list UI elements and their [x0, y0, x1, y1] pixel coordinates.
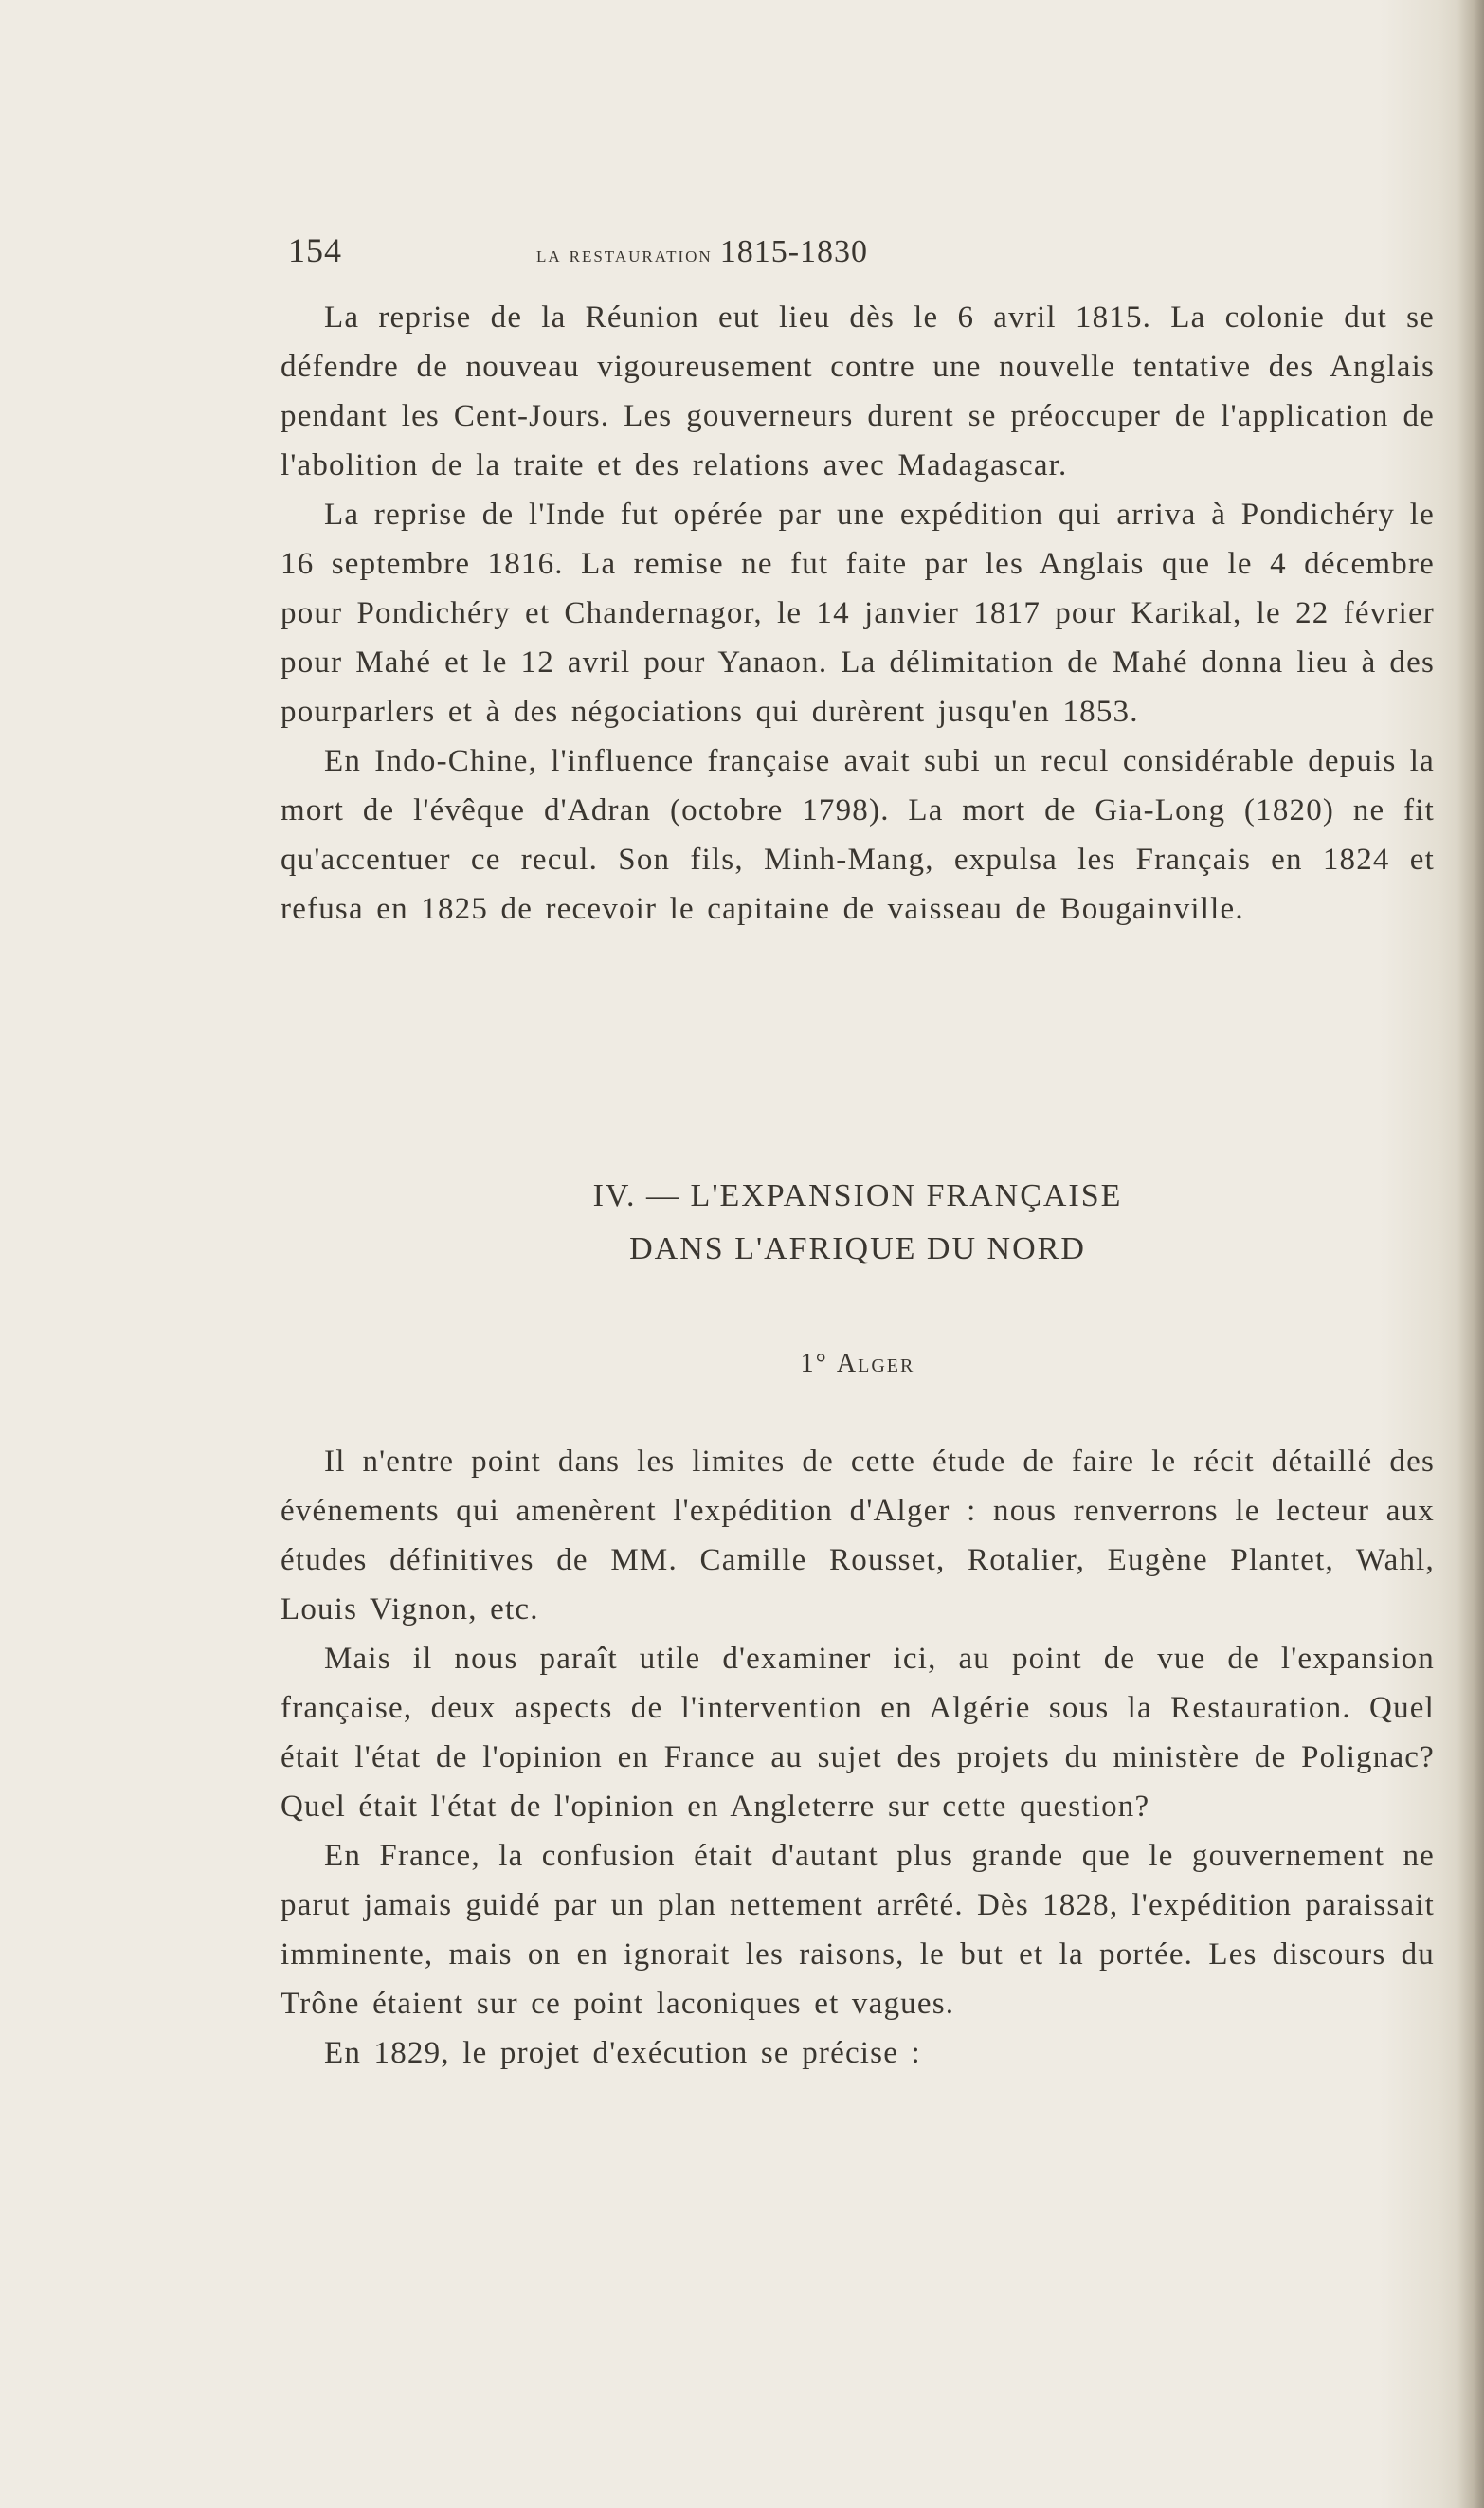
chapter-title — [281, 1170, 1435, 1276]
subsection-title: Alger — [836, 1349, 915, 1378]
section-alger — [281, 1437, 1435, 2078]
paragraph-aspects: Mais il nous paraît utile d'examiner ici, au point de vue de l'expansion française, deux aspects de l'intervention en Algérie sous la Restauration. Quel était l'état de l'opinion en France au sujet des projets du ministère de Polignac? Quel était l'état de l'opinion en Angleterre sur cette question? — [281, 1642, 1435, 1824]
running-title-text: la restauration — [535, 243, 713, 267]
chapter-title-line-1: IV. — L'EXPANSION FRANÇAISE — [592, 1178, 1123, 1213]
paragraph-alger-intro: Il n'entre point dans les limites de cette étude de faire le récit détaillé des événements qui amenèrent l'expédition d'Alger : nous renverrons le lecteur aux études définitives de MM. Camille Rousset, Rotalier, Eugène Plantet, Wahl, Louis Vignon, etc. — [281, 1445, 1435, 1627]
running-title — [288, 234, 1116, 270]
page-number: 154 — [288, 231, 342, 269]
section-colonies — [281, 293, 1435, 934]
subsection-heading — [281, 1349, 1435, 1379]
page-header — [288, 230, 1116, 278]
subsection-number: 1° — [800, 1349, 828, 1378]
chapter-title-line-2: DANS L'AFRIQUE DU NORD — [629, 1231, 1086, 1266]
paragraph-inde: La reprise de l'Inde fut opérée par une expédition qui arriva à Pondichéry le 16 septembre 1816. La remise ne fut faite par les Anglais que le 4 décembre pour Pondichéry et Chandernagor, le 14 janvier 1817 pour Karikal, le 22 février pour Mahé et le 12 avril pour Yanaon. La délimitation de Mahé donna lieu à des pourparlers et à des négociations qui durèrent jusqu'en 1853. — [281, 498, 1435, 729]
running-title-years: 1815-1830 — [719, 234, 869, 269]
page-edge-shadow — [1457, 0, 1484, 2508]
paragraph-1829: En 1829, le projet d'exécution se précise : — [324, 2036, 921, 2070]
paragraph-reunion: La reprise de la Réunion eut lieu dès le 6 avril 1815. La colonie dut se défendre de nouveau vigoureusement contre une nouvelle tentative des Anglais pendant les Cent-Jours. Les gouverneurs durent se préoccuper de l'application de l'abolition de la traite et des relations avec Madagascar. — [281, 300, 1435, 482]
paragraph-indochine: En Indo-Chine, l'influence française avait subi un recul considérable depuis la mort de l'évêque d'Adran (octobre 1798). La mort de Gia-Long (1820) ne fit qu'accentuer ce recul. Son fils, Minh-Mang, expulsa les Français en 1824 et refusa en 1825 de recevoir le capitaine de vaisseau de Bougainville. — [281, 744, 1435, 926]
paragraph-france-confusion: En France, la confusion était d'autant plus grande que le gouvernement ne parut jamais guidé par un plan nettement arrêté. Dès 1828, l'expédition paraissait imminente, mais on en ignorait les raisons, le but et la portée. Les discours du Trône étaient sur ce point laconiques et vagues. — [281, 1839, 1435, 2021]
